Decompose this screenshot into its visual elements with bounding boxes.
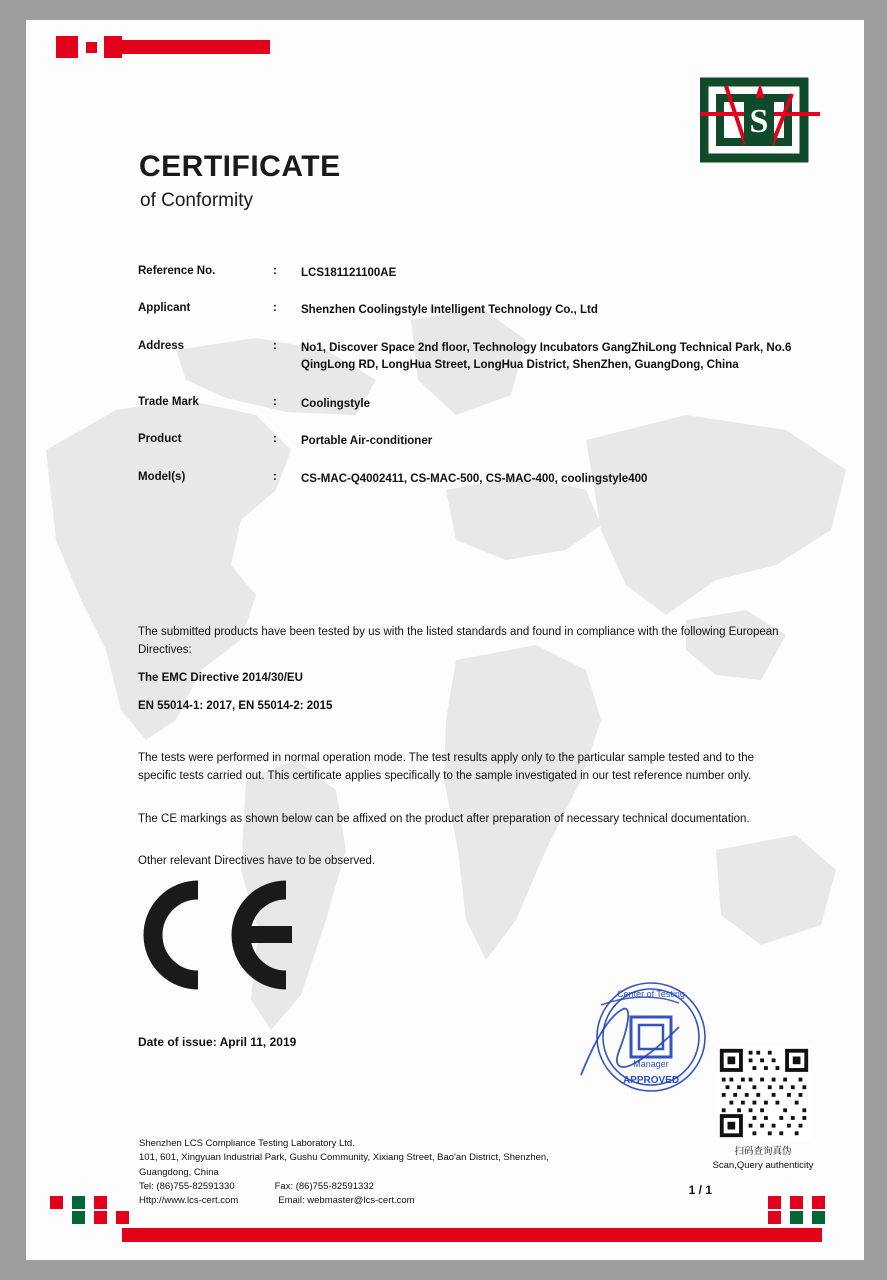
- footer-tel: Tel: (86)755-82591330: [139, 1180, 235, 1192]
- field-product: [138, 433, 798, 450]
- certificate-fields: [138, 265, 798, 508]
- qr-caption-cn: 扫码查询真伪: [734, 1146, 792, 1157]
- page-number: 1 / 1: [688, 1183, 712, 1197]
- field-colon: :: [273, 470, 277, 483]
- field-trade-mark: [138, 396, 798, 413]
- field-value: No1, Discover Space 2nd floor, Technology Incubators GangZhiLong Technical Park, No.6 QingLong RD, LongHua Street, LongHua District, ShenZhen, GuangDong, China: [301, 341, 792, 371]
- field-label: Reference No.: [138, 265, 216, 277]
- field-value: Coolingstyle: [301, 398, 371, 410]
- field-address: [138, 340, 798, 375]
- page-title: CERTIFICATE: [139, 150, 341, 183]
- footer-company: Shenzhen LCS Compliance Testing Laboratory Ltd.: [139, 1138, 355, 1149]
- field-label: Trade Mark: [138, 396, 199, 408]
- compliance-intro-text: The submitted products have been tested by us with the listed standards and found in compliance with the following European Directives:: [138, 626, 779, 656]
- field-label: Applicant: [138, 302, 191, 315]
- marking-note-text: The CE markings as shown below can be affixed on the product after preparation of necessary technical documentation.: [138, 813, 750, 825]
- svg-text:S: S: [749, 103, 769, 140]
- svg-text:APPROVED: APPROVED: [622, 1075, 680, 1086]
- ce-mark-icon: [136, 880, 306, 990]
- field-value: LCS181121100AE: [301, 267, 397, 279]
- svg-text:Manager: Manager: [633, 1059, 669, 1069]
- qr-caption: [688, 1145, 838, 1173]
- footer-fax: Fax: (86)755-82591332: [274, 1180, 374, 1192]
- field-colon: :: [273, 302, 277, 315]
- approval-stamp: [561, 975, 731, 1105]
- field-value: CS-MAC-Q4002411, CS-MAC-500, CS-MAC-400, coolingstyle400: [301, 472, 648, 485]
- qr-code-icon: [716, 1045, 812, 1141]
- footer-block: [139, 1137, 549, 1208]
- certificate-sheet: [26, 20, 864, 1260]
- field-colon: :: [273, 339, 277, 352]
- field-label: Address: [138, 339, 185, 352]
- date-of-issue: Date of issue: April 11, 2019: [138, 1035, 297, 1049]
- page-subtitle: of Conformity: [140, 190, 253, 211]
- tests-note-text: The tests were performed in normal operation mode. The test results apply only to the particular sample tested and to the specific tests carried out. This certificate applies specifically to the sample investigated in our test reference number only.: [138, 752, 755, 782]
- directive-text: The EMC Directive 2014/30/EU: [138, 672, 303, 684]
- field-colon: :: [273, 265, 277, 277]
- field-colon: :: [273, 433, 277, 446]
- field-applicant: [138, 302, 798, 319]
- svg-text:Center of Testing: Center of Testing: [617, 989, 685, 999]
- field-label: Model(s): [138, 470, 186, 483]
- other-directives-text: Other relevant Directives have to be observed.: [138, 855, 376, 867]
- qr-caption-en: Scan,Query authenticity: [712, 1159, 814, 1171]
- footer-address-line1: 101, 601, Xingyuan Industrial Park, Gushu Community, Xixiang Street, Bao'an District, Shenzhen,: [139, 1152, 549, 1164]
- footer-website[interactable]: Http://www.lcs-cert.com: [139, 1195, 239, 1206]
- footer-address-line2: Guangdong, China: [139, 1166, 219, 1178]
- field-models: [138, 471, 798, 488]
- field-colon: :: [273, 396, 277, 408]
- field-value: Portable Air-conditioner: [301, 435, 433, 448]
- footer-email[interactable]: Email: webmaster@lcs-cert.com: [278, 1195, 415, 1206]
- field-label: Product: [138, 433, 182, 446]
- field-value: Shenzhen Coolingstyle Intelligent Technology Co., Ltd: [301, 304, 598, 317]
- field-reference-no: [138, 265, 798, 282]
- standards-text: EN 55014-1: 2017, EN 55014-2: 2015: [138, 700, 333, 712]
